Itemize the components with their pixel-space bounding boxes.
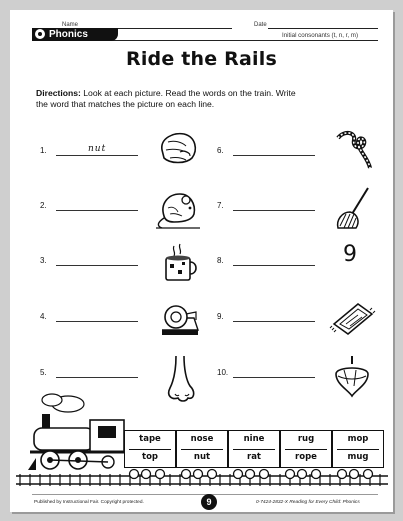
date-line: [268, 28, 378, 29]
answer-line[interactable]: [56, 377, 138, 378]
item-number: 7.: [217, 201, 224, 210]
mop-icon: [332, 184, 376, 234]
train-wheels: [122, 468, 384, 480]
answer-line[interactable]: [56, 210, 138, 211]
item-number: 9.: [217, 312, 224, 321]
skill-label: Initial consonants (t, n, r, m): [282, 32, 358, 39]
worksheet-page: [10, 10, 393, 512]
answer-line[interactable]: [233, 265, 315, 266]
word-choice: nut: [193, 452, 211, 462]
item-number: 8.: [217, 256, 224, 265]
item-number: 5.: [40, 368, 47, 377]
item-number: 2.: [40, 201, 47, 210]
item-number: 10.: [217, 368, 229, 377]
footer-isbn: 0-7424-2832-X Reading for Every Child: Phonics: [256, 500, 360, 505]
train-car: [332, 430, 384, 468]
answer-line[interactable]: [56, 155, 138, 156]
word-choice: mop: [347, 434, 369, 444]
word-choice: mug: [347, 452, 369, 462]
word-choice: nose: [190, 434, 214, 444]
rug-icon: [326, 298, 376, 338]
answer-line[interactable]: [233, 210, 315, 211]
answer-line[interactable]: [56, 265, 138, 266]
answer-line[interactable]: [233, 321, 315, 322]
footer-copyright: Published by Instructional Fair. Copyright protected.: [34, 500, 144, 505]
answer-line[interactable]: [56, 321, 138, 322]
directions-text: Look at each picture. Read the words on the train. Write the word that matches the picture on each line.: [36, 88, 296, 110]
train-car: [176, 430, 228, 468]
item-number: 1.: [40, 146, 47, 155]
directions-label: Directions:: [36, 88, 81, 98]
tape-icon: [158, 300, 202, 338]
nose-icon: [166, 354, 196, 404]
locomotive-icon: [28, 388, 128, 478]
train-car: [280, 430, 332, 468]
date-label: Date: [254, 22, 267, 28]
word-choice: rug: [297, 434, 315, 444]
flower-icon: [35, 29, 45, 39]
word-choice: rope: [295, 452, 317, 462]
train-car: [228, 430, 280, 468]
item-number: 4.: [40, 312, 47, 321]
nine-digit: 9: [343, 242, 357, 267]
page-number: 9: [201, 494, 217, 510]
word-choice: nine: [243, 434, 265, 444]
phonics-badge: [32, 28, 118, 41]
name-label: Name: [62, 22, 79, 28]
nut-icon: [156, 128, 200, 168]
top-icon: [332, 354, 372, 400]
directions: [36, 88, 298, 111]
answer-line[interactable]: [233, 155, 315, 156]
page-title: Ride the Rails: [126, 48, 277, 70]
item-number: 6.: [217, 146, 224, 155]
answer-line[interactable]: [233, 377, 315, 378]
item-number: 3.: [40, 256, 47, 265]
train-car: [124, 430, 176, 468]
rope-icon: [332, 128, 376, 172]
word-choice: rat: [247, 452, 261, 462]
word-choice: top: [142, 452, 158, 462]
badge-label: Phonics: [49, 29, 88, 40]
mug-icon: [160, 242, 200, 284]
word-choice: tape: [139, 434, 161, 444]
rat-icon: [154, 186, 202, 230]
answer-text: nut: [88, 144, 107, 154]
